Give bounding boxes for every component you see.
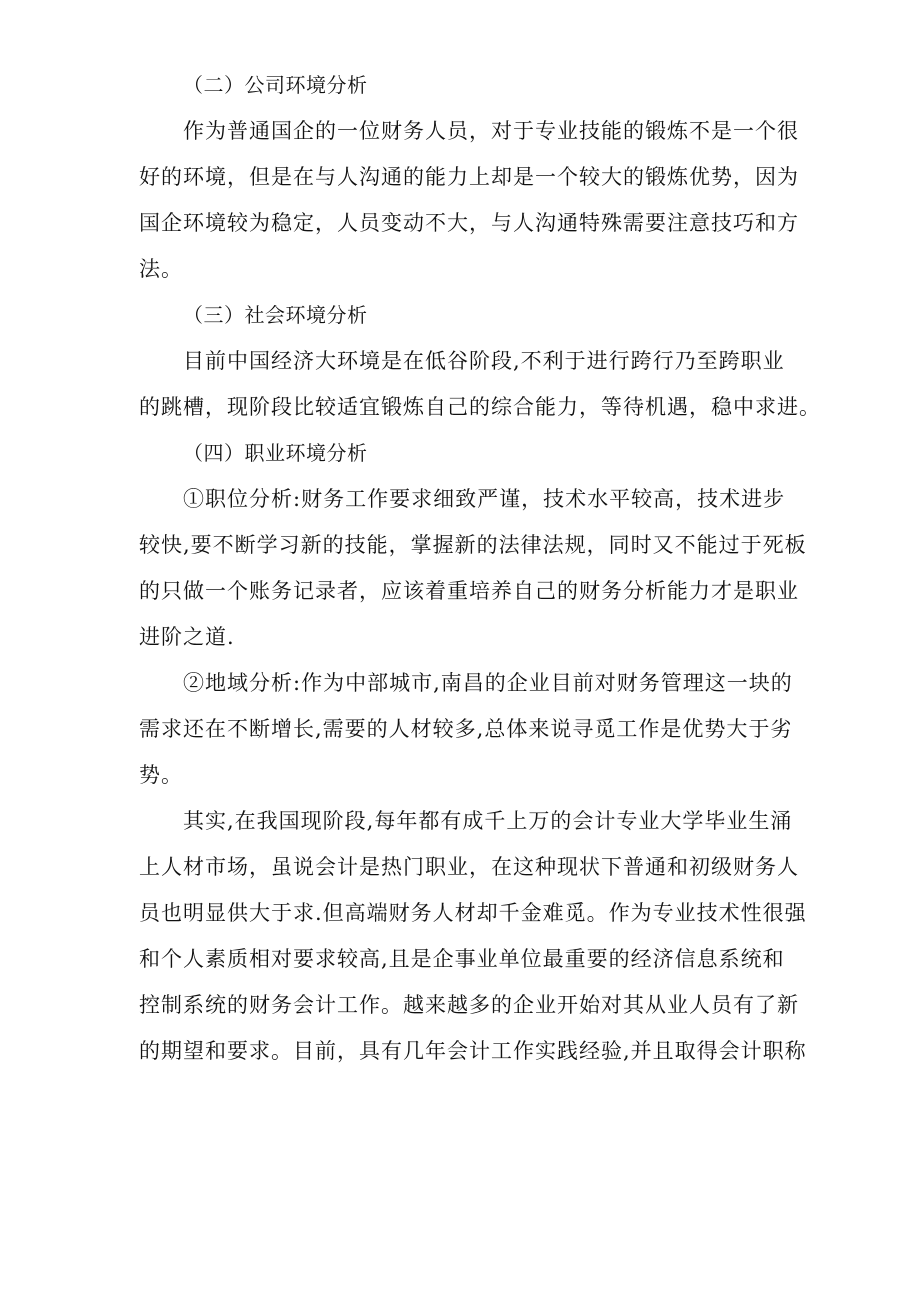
paragraph-company-environment	[139, 108, 803, 292]
text-line: 其实,在我国现阶段,每年都有成千上万的会计专业大学毕业生涌	[183, 809, 793, 833]
text-line: 作为普通国企的一位财务人员，对于专业技能的锻炼不是一个很	[183, 119, 799, 143]
text-line: 和个人素质相对要求较高,且是企事业单位最重要的经济信息系统和	[139, 947, 785, 971]
section-heading-social-environment: （三）社会环境分析	[183, 303, 368, 327]
text-line: 控制系统的财务会计工作。越来越多的企业开始对其从业人员有了新	[139, 993, 799, 1017]
text-line: 势。	[139, 763, 183, 787]
text-line: 员也明显供大于求.但高端财务人材却千金难觅。作为专业技术性很强	[139, 901, 807, 925]
text-line: 进阶之道.	[139, 625, 235, 649]
text-line: 国企环境较为稳定，人员变动不大，与人沟通特殊需要注意技巧和方	[139, 211, 799, 235]
paragraph-region-analysis	[139, 660, 803, 798]
paragraph-position-analysis	[139, 476, 807, 660]
text-line: 较快,要不断学习新的技能，掌握新的法律法规，同时又不能过于死板	[139, 533, 807, 557]
text-line: 的期望和要求。目前，具有几年会计工作实践经验,并且取得会计职称	[139, 1039, 807, 1063]
text-line: 好的环境，但是在与人沟通的能力上却是一个较大的锻炼优势，因为	[139, 165, 799, 189]
text-line: 的只做一个账务记录者，应该着重培养自己的财务分析能力才是职业	[139, 579, 799, 603]
text-line: 上人材市场，虽说会计是热门职业，在这种现状下普通和初级财务人	[139, 855, 799, 879]
paragraph-social-environment	[139, 338, 821, 430]
text-line: 目前中国经济大环境是在低谷阶段,不利于进行跨行乃至跨职业	[183, 349, 785, 373]
text-line: ②地域分析:作为中部城市,南昌的企业目前对财务管理这一块的	[183, 671, 793, 695]
text-line: 法。	[139, 257, 183, 281]
document-body	[139, 62, 821, 1074]
section-heading-career-environment: （四）职业环境分析	[183, 441, 368, 465]
section-heading-company-environment: （二）公司环境分析	[183, 73, 368, 97]
text-line: 需求还在不断增长,需要的人材较多,总体来说寻觅工作是优势大于劣	[139, 717, 793, 741]
text-line: 的跳槽，现阶段比较适宜锻炼自己的综合能力，等待机遇，稳中求进。	[139, 395, 821, 419]
text-line: ①职位分析:财务工作要求细致严谨，技术水平较高，技术进步	[183, 487, 786, 511]
paragraph-accounting-market	[139, 798, 807, 1074]
